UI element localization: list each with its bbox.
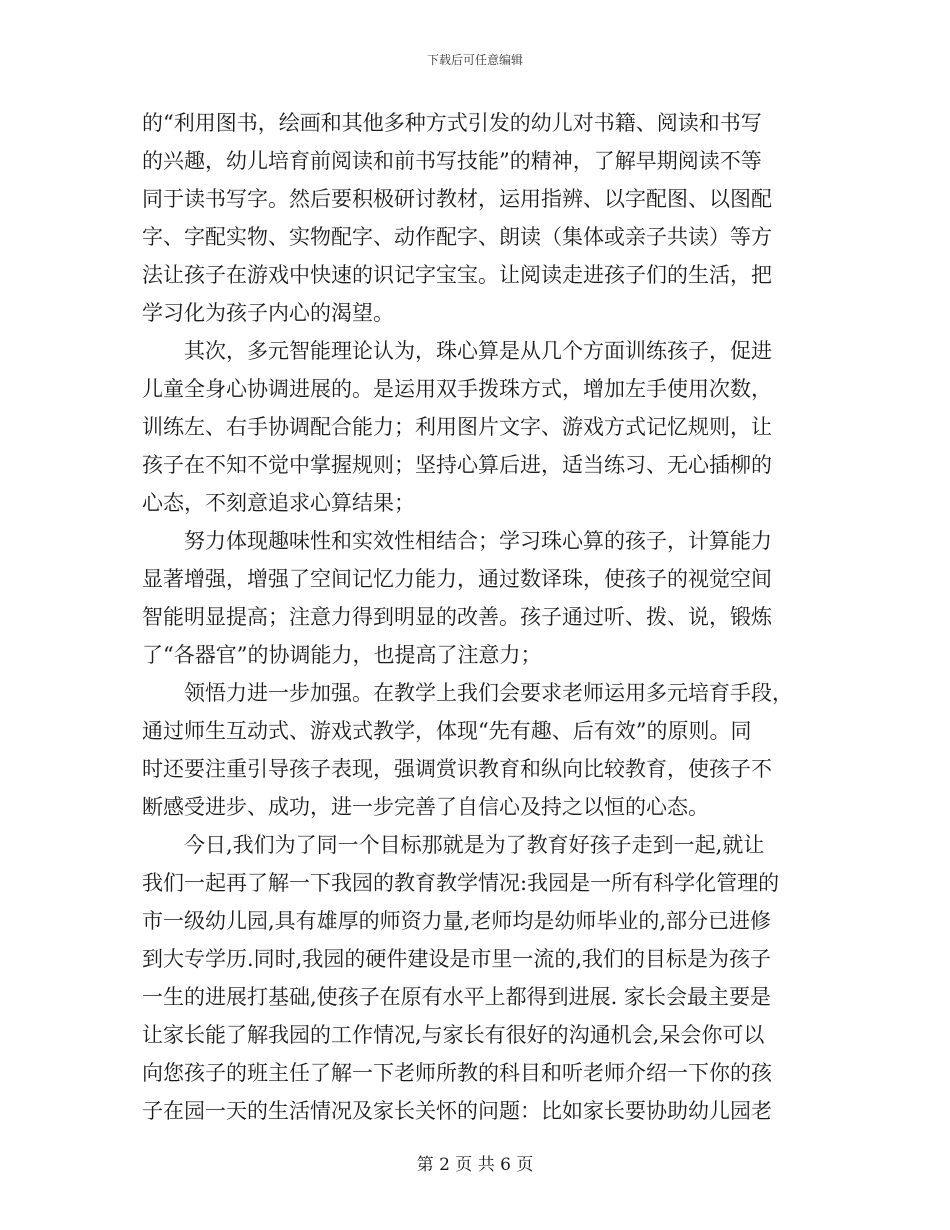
page-number-footer: 第 2 页 共 6 页 [416, 1155, 534, 1175]
text-line: 法让孩子在游戏中快速的识记字宝宝。让阅读走进孩子们的生活，把 [142, 263, 772, 287]
paragraph-first-line: 领悟力进一步加强。在教学上我们会要求老师运用多元培育手段， [184, 681, 793, 705]
text-line: 了“各器官”的协调能力，也提高了注意力； [142, 643, 542, 667]
text-line: 子在园一天的生活情况及家长关怀的问题：比如家长要协助幼儿园老 [142, 1099, 772, 1123]
text-line: 同于读书写字。然后要积极研讨教材，运用指辨、以字配图、以图配 [142, 187, 772, 211]
document-body [142, 104, 802, 1130]
text-line: 学习化为孩子内心的渴望。 [142, 301, 394, 325]
text-line: 儿童全身心协调进展的。是运用双手拨珠方式，增加左手使用次数， [142, 377, 772, 401]
text-line: 心态，不刻意追求心算结果； [142, 491, 415, 515]
text-line: 断感受进步、成功，进一步完善了自信心及持之以恒的心态。 [142, 795, 709, 819]
paragraph-first-line: 努力体现趣味性和实效性相结合；学习珠心算的孩子，计算能力 [184, 529, 772, 553]
text-line: 到大专学历.同时,我园的硬件建设是市里一流的,我们的目标是为孩子 [142, 947, 772, 971]
text-line: 向您孩子的班主任了解一下老师所教的科目和听老师介绍一下你的孩 [142, 1061, 772, 1085]
page-header-note: 下载后可任意编辑 [426, 53, 523, 67]
text-line: 显著增强，增强了空间记忆力能力，通过数译珠，使孩子的视觉空间 [142, 567, 772, 591]
text-line: 训练左、右手协调配合能力；利用图片文字、游戏方式记忆规则，让 [142, 415, 772, 439]
text-line: 智能明显提高；注意力得到明显的改善。孩子通过听、拨、说，锻炼 [142, 605, 772, 629]
text-line: 孩子在不知不觉中掌握规则；坚持心算后进，适当练习、无心插柳的 [142, 453, 772, 477]
text-line: 通过师生互动式、游戏式教学，体现“先有趣、后有效”的原则。同 [142, 719, 752, 743]
text-line: 让家长能了解我园的工作情况,与家长有很好的沟通机会,呆会你可以 [142, 1023, 765, 1047]
text-line: 一生的进展打基础,使孩子在原有水平上都得到进展. 家长会最主要是 [142, 985, 772, 1009]
text-line: 的“利用图书，绘画和其他多种方式引发的幼儿对书籍、阅读和书写 [142, 111, 762, 135]
text-line: 字、字配实物、实物配字、动作配字、朗读（集体或亲子共读）等方 [142, 225, 772, 249]
paragraph-first-line: 今日,我们为了同一个目标那就是为了教育好孩子走到一起,就让 [184, 833, 765, 857]
text-line: 时还要注重引导孩子表现，强调赏识教育和纵向比较教育，使孩子不 [142, 757, 772, 781]
text-line: 我们一起再了解一下我园的教育教学情况:我园是一所有科学化管理的 [142, 871, 780, 895]
paragraph-first-line: 其次，多元智能理论认为，珠心算是从几个方面训练孩子，促进 [184, 339, 772, 363]
text-line: 市一级幼儿园,具有雄厚的师资力量,老师均是幼师毕业的,部分已进修 [142, 909, 772, 933]
text-line: 的兴趣，幼儿培育前阅读和前书写技能”的精神，了解早期阅读不等 [142, 149, 762, 173]
